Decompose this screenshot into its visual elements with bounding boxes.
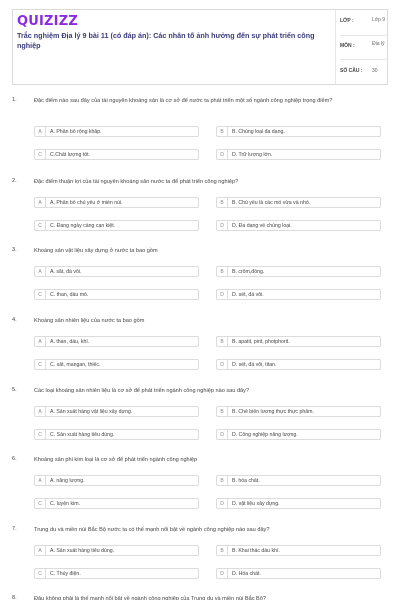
question-number: 5. [12, 387, 17, 393]
subject-value: Địa lý [372, 41, 385, 47]
option-text: C. luyện kim. [50, 500, 80, 507]
question-text: Trung du và miền núi Bắc Bộ nước ta có thế mạnh nổi bật về ngành công nghiệp nào sau đây? [34, 527, 270, 533]
option-text: D. Trữ lượng lớn. [232, 151, 273, 158]
option-letter: D [217, 499, 228, 508]
option-c[interactable] [34, 289, 199, 300]
option-text: C. sắt, mangan, thiếc. [50, 361, 101, 368]
option-text: D. sét, đá vôi. [232, 291, 264, 298]
grade-value: Lớp 9 [372, 17, 386, 23]
option-text: A. năng lượng. [50, 477, 85, 484]
option-letter: D [217, 150, 228, 159]
subject-label: MÔN : [340, 43, 355, 49]
option-a[interactable] [34, 126, 199, 137]
option-text: B. hóa chất. [232, 477, 260, 484]
option-c[interactable] [34, 149, 199, 160]
option-text: C. than, dầu mỏ. [50, 291, 89, 298]
question-number: 2. [12, 178, 17, 184]
option-text: B. Chủ yếu là các mỏ vừa và nhỏ. [232, 199, 311, 206]
option-text: D. sét, đá vôi, titan. [232, 361, 277, 368]
option-letter: C [35, 150, 46, 159]
question-text: Khoáng sản phi kim loại là cơ sở để phát triển ngành công nghiệp [34, 457, 198, 463]
question-number: 6. [12, 456, 17, 462]
question-number: 1. [12, 97, 17, 103]
option-text: C. Đang ngày càng cạn kiệt. [50, 222, 116, 229]
question-count-label: SỐ CÂU : [340, 68, 363, 74]
grade-label: LỚP : [340, 18, 354, 24]
option-d[interactable] [216, 359, 381, 370]
question-text: Khoáng sản nhiên liệu của nước ta bao gồm [34, 318, 145, 324]
option-c[interactable] [34, 359, 199, 370]
question-text: Đặc điểm thuận lợi của tài nguyên khoáng sản nước ta để phát triển công nghiệp? [34, 179, 239, 185]
option-text: A. than, dầu, khí. [50, 338, 90, 345]
option-text: B. Chế biến lương thực thực phẩm. [232, 408, 314, 415]
option-text: D. Đa dạng về chủng loại. [232, 222, 292, 229]
option-text: D. Hóa chất. [232, 570, 261, 577]
option-a[interactable] [34, 545, 199, 556]
quizizz-logo: QUIZIZZ [17, 14, 78, 29]
option-letter: B [217, 267, 228, 276]
option-text: C. Thủy điện. [50, 570, 81, 577]
option-text: A. Phân bố chủ yếu ở miền núi. [50, 199, 123, 206]
option-text: B. Khai thác dầu khí. [232, 547, 280, 554]
option-d[interactable] [216, 289, 381, 300]
option-letter: C [35, 499, 46, 508]
option-letter: D [217, 290, 228, 299]
question-item [12, 317, 388, 377]
question-number: 8. [12, 595, 17, 600]
question-count-value: 30 [372, 68, 378, 74]
meta-divider [340, 59, 388, 60]
option-b[interactable] [216, 266, 381, 277]
option-letter: B [217, 127, 228, 136]
question-text: Khoáng sản vật liệu xây dựng ở nước ta bao gồm [34, 248, 158, 254]
question-item [12, 97, 388, 167]
option-d[interactable] [216, 429, 381, 440]
option-letter: C [35, 290, 46, 299]
question-text: Đặc điểm nào sau đây của tài nguyên khoáng sản là cơ sở để nước ta phát triển một số ngành công nghiệp trọng điểm? [34, 98, 333, 104]
option-letter: D [217, 430, 228, 439]
option-letter: A [35, 337, 46, 346]
option-letter: A [35, 198, 46, 207]
option-letter: A [35, 546, 46, 555]
worksheet-header [12, 9, 388, 85]
option-b[interactable] [216, 126, 381, 137]
option-letter: B [217, 546, 228, 555]
option-text: C.Chất lượng tốt. [50, 151, 91, 158]
option-a[interactable] [34, 475, 199, 486]
question-text: Các loại khoáng sản nhiên liệu là cơ sở để phát triển ngành công nghiệp nào sau đây? [34, 388, 250, 394]
option-b[interactable] [216, 475, 381, 486]
option-d[interactable] [216, 149, 381, 160]
option-text: B. crôm,đồng. [232, 268, 265, 275]
option-letter: C [35, 221, 46, 230]
option-a[interactable] [34, 266, 199, 277]
question-text: Đâu không phải là thế mạnh nổi bật về ngành công nghiệp của Trung du và miền núi Bắc Bộ? [34, 596, 266, 600]
worksheet-title: Trắc nghiệm Địa lý 9 bài 11 (có đáp án): Các nhân tố ảnh hưởng đến sự phát triển công nghiệp [17, 31, 315, 50]
option-b[interactable] [216, 336, 381, 347]
option-a[interactable] [34, 406, 199, 417]
option-d[interactable] [216, 498, 381, 509]
option-b[interactable] [216, 406, 381, 417]
option-c[interactable] [34, 568, 199, 579]
option-d[interactable] [216, 568, 381, 579]
option-b[interactable] [216, 197, 381, 208]
question-item [12, 456, 388, 516]
option-text: A. Sản xuất hàng vật liệu xây dựng. [50, 408, 133, 415]
question-item [12, 247, 388, 307]
question-number: 4. [12, 317, 17, 323]
option-letter: D [217, 360, 228, 369]
option-c[interactable] [34, 498, 199, 509]
option-letter: C [35, 569, 46, 578]
option-letter: B [217, 476, 228, 485]
question-number: 3. [12, 247, 17, 253]
option-c[interactable] [34, 220, 199, 231]
option-letter: B [217, 337, 228, 346]
option-letter: C [35, 430, 46, 439]
question-number: 7. [12, 526, 17, 532]
option-letter: A [35, 267, 46, 276]
option-letter: A [35, 476, 46, 485]
option-text: B. Chủng loại đa dạng. [232, 128, 285, 135]
option-text: D. vật liệu xây dựng. [232, 500, 280, 507]
worksheet-meta [335, 10, 390, 84]
option-c[interactable] [34, 429, 199, 440]
option-a[interactable] [34, 336, 199, 347]
option-letter: A [35, 407, 46, 416]
option-letter: D [217, 221, 228, 230]
question-item [12, 526, 388, 586]
option-b[interactable] [216, 545, 381, 556]
option-letter: B [217, 407, 228, 416]
option-text: A. sắt, đá vôi. [50, 268, 82, 275]
meta-divider [340, 35, 388, 36]
option-letter: D [217, 569, 228, 578]
option-a[interactable] [34, 197, 199, 208]
question-item [12, 387, 388, 447]
option-text: A. Phân bố rộng khắp. [50, 128, 102, 135]
question-item [12, 178, 388, 238]
option-d[interactable] [216, 220, 381, 231]
option-text: D. Công nghiệp năng lượng. [232, 431, 298, 438]
option-text: B. apatit, pirit, photphorit. [232, 338, 290, 345]
option-text: A. Sản xuất hàng tiêu dùng. [50, 547, 115, 554]
option-text: C. Sản xuất hàng tiêu dùng. [50, 431, 115, 438]
option-letter: A [35, 127, 46, 136]
question-item [12, 595, 388, 600]
option-letter: C [35, 360, 46, 369]
option-letter: B [217, 198, 228, 207]
